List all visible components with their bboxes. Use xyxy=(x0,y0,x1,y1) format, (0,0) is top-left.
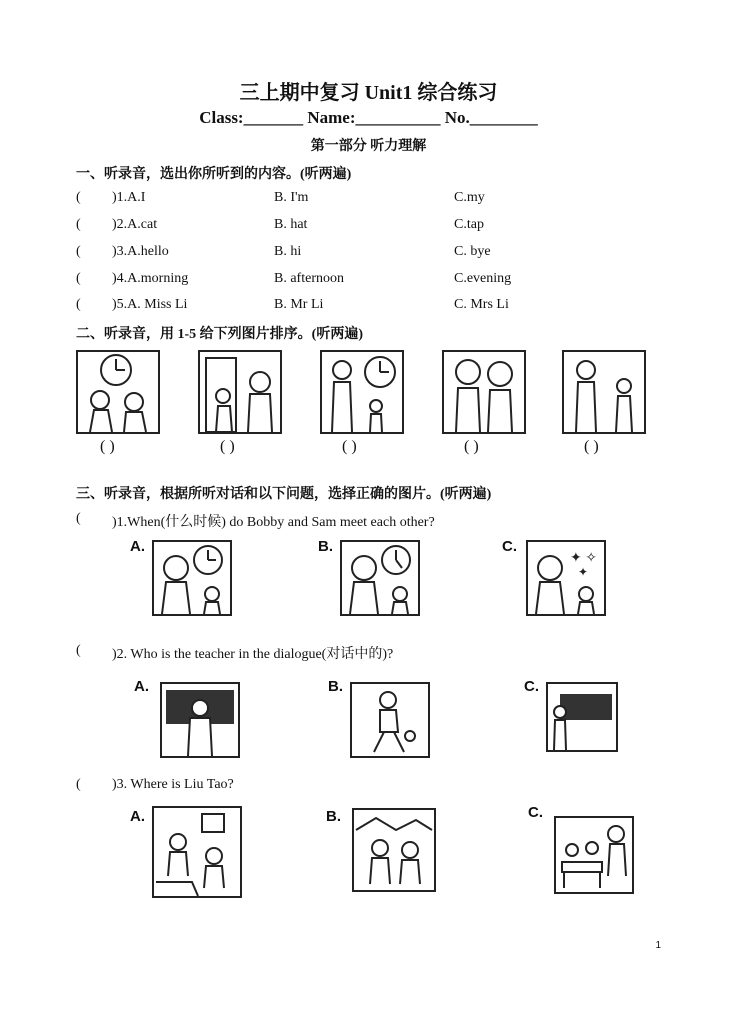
page-title: 三上期中复习 Unit1 综合练习 xyxy=(239,82,498,104)
option-b: B. Mr Li xyxy=(274,297,324,312)
svg-text:✦ ✧: ✦ ✧ xyxy=(570,551,597,566)
picture-clock-girls xyxy=(76,350,160,440)
option-b-label: B. xyxy=(328,678,343,695)
option-a-label: A. xyxy=(130,808,145,825)
picture-bedroom xyxy=(152,806,242,898)
order-blank: ( ) xyxy=(220,438,235,455)
question-text: )1.When(什么时候) do Bobby and Sam meet each other? xyxy=(112,515,435,530)
list-item xyxy=(76,190,676,210)
question-text: )2. Who is the teacher in the dialogue(对话中的)? xyxy=(112,647,394,662)
picture-door-teacher xyxy=(198,350,282,440)
option-b: B. I'm xyxy=(274,190,309,205)
section2-heading: 二、听录音，用 1-5 给下列图片排序。(听两遍) xyxy=(76,327,363,342)
list-item xyxy=(76,271,676,291)
option-c: C.evening xyxy=(454,271,512,286)
svg-text:✦: ✦ xyxy=(578,565,589,579)
option-b-label: B. xyxy=(318,538,333,555)
order-blank: ( ) xyxy=(100,438,115,455)
order-blank: ( ) xyxy=(342,438,357,455)
question-text: )3. Where is Liu Tao? xyxy=(112,777,234,792)
list-item xyxy=(76,217,676,237)
list-item xyxy=(76,244,676,264)
answer-bracket: ( xyxy=(76,190,81,205)
answer-bracket: ( xyxy=(76,271,81,286)
section1-heading: 一、听录音，选出你所听到的内容。(听两遍) xyxy=(76,167,352,182)
option-a: )2.A.cat xyxy=(112,217,158,232)
page-number: 1 xyxy=(655,940,661,951)
option-c: C.my xyxy=(454,190,485,205)
picture-cat-mouse-clock-b xyxy=(340,540,420,616)
picture-classroom xyxy=(554,816,634,894)
option-b: B. hat xyxy=(274,217,308,232)
list-item xyxy=(76,297,676,317)
picture-cat-mouse-stars xyxy=(526,540,606,616)
picture-outdoors xyxy=(352,808,436,892)
picture-cat-mouse-clock-a xyxy=(152,540,232,616)
option-c: C. Mrs Li xyxy=(454,297,509,312)
answer-bracket: ( xyxy=(76,217,81,232)
option-a-label: A. xyxy=(134,678,149,695)
picture-clock-teacher-boy xyxy=(320,350,404,440)
picture-teacher-boy xyxy=(562,350,646,440)
section3-heading: 三、听录音，根据所听对话和以下问题，选择正确的图片。(听两遍) xyxy=(76,487,492,502)
picture-boy-girl xyxy=(442,350,526,440)
option-a: )5.A. Miss Li xyxy=(112,297,188,312)
option-a: )3.A.hello xyxy=(112,244,169,259)
option-b-label: B. xyxy=(326,808,341,825)
option-c: C.tap xyxy=(454,217,484,232)
part-heading: 第一部分 听力理解 xyxy=(310,139,427,154)
option-c-label: C. xyxy=(502,538,517,555)
answer-bracket: ( xyxy=(76,297,81,312)
answer-bracket: ( xyxy=(76,244,81,259)
option-a-label: A. xyxy=(130,538,145,555)
picture-teacher-board xyxy=(546,682,618,752)
answer-bracket: ( xyxy=(76,511,81,526)
answer-bracket: ( xyxy=(76,777,81,792)
option-b: B. hi xyxy=(274,244,302,259)
order-blank: ( ) xyxy=(584,438,599,455)
option-a: )4.A.morning xyxy=(112,271,189,286)
option-c: C. bye xyxy=(454,244,491,259)
student-info-line: Class:_______ Name:__________ No.________ xyxy=(199,108,538,127)
picture-basketball-player xyxy=(350,682,430,758)
option-c-label: C. xyxy=(524,678,539,695)
option-b: B. afternoon xyxy=(274,271,344,286)
answer-bracket: ( xyxy=(76,643,81,658)
picture-teacher-blackboard xyxy=(160,682,240,758)
option-c-label: C. xyxy=(528,804,543,821)
order-blank: ( ) xyxy=(464,438,479,455)
option-a: )1.A.I xyxy=(112,190,146,205)
